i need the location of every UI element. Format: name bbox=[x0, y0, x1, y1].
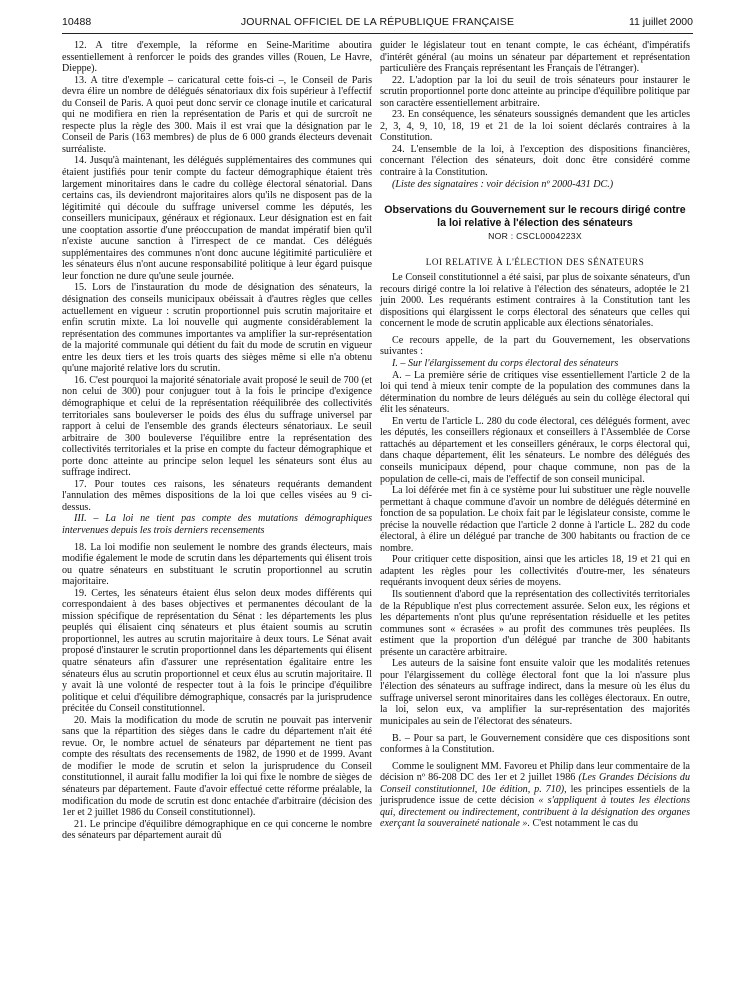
paragraph-a4: Pour critiquer cette disposition, ainsi que les articles 18, 19 et 21 qui en adaptent les règles pour les collectivités d'outre-mer, les sénateurs requérants invoquent deux séries de moyens. bbox=[380, 554, 690, 589]
b2-quote: « s'appliquent à toutes les élections qui, directement ou indirectement, contribuent à la désignation des organes exerçant la souveraineté nationale ». bbox=[380, 795, 691, 830]
paragraph-b1: B. – Pour sa part, le Gouvernement considère que ces dispositions sont conformes à la Constitution. bbox=[380, 732, 690, 756]
paragraph-14: 14. Jusqu'à maintenant, les délégués supplémentaires des communes qui étaient justifiés pour tenir compte du facteur démographique étaient très largement minoritaires dans le cadre du collège électoral sénatorial. Dans certains cas, ils deviendront majoritaires alors qu'ils ne disposent pas de la légitimité qui découle du suffrage universel comme les députés, les conseillers municipaux, généraux et régionaux. Leur désignation est en fait une cooptation assortie d'une préoccupation de mandat impératif bien qu'il n'existe aucune sanction à l'irrespect de ce mandat. Ces délégués supplémentaires des communes n'ont donc aucune légitimité particulière et les sénateurs élus n'ont aucune responsabilité politique à leur égard puisque leur fonction ne dure qu'une seule journée. bbox=[62, 155, 372, 282]
paragraph-20: 20. Mais la modification du mode de scrutin ne pouvait pas intervenir sans que la répartition des sièges dans le cadre du département n'ait été revue. Or, le nombre actuel de sénateurs par département ne tient pas compte des résultats des recensements de 1982, de 1990 et de 1999. Avant de modifier le mode de scrutin et selon la jurisprudence du Conseil constitutionnel, il aurait fallu modifier la loi qui fixe le nombre de sièges de sénateurs par département. Faute d'avoir effectué cette réforme préalable, la modification du mode de scrutin est donc entachée d'arbitraire (décision des 1er et 2 juillet 1986 du Conseil constitutionnel). bbox=[62, 714, 372, 819]
page-number: 10488 bbox=[62, 16, 92, 28]
signatories-note: (Liste des signataires : voir décision nº 2000-431 DC.) bbox=[392, 178, 614, 190]
paragraph-a5: Ils soutiennent d'abord que la représentation des collectivités territoriales de la République n'est plus correctement assurée. Selon eux, les régions et les départements n'ont plus qu'une représentation résiduelle et les petites communes sont « écrasées » au profit des communes très peuplées. Ils estiment que la proportion d'un délégué par tranche de 300 habitants présente un caractère arbitraire. bbox=[380, 588, 690, 658]
part-i-heading: I. – Sur l'élargissement du corps électoral des sénateurs bbox=[392, 358, 619, 370]
paragraph-13: 13. A titre d'exemple – caricatural cette fois-ci –, le Conseil de Paris devra élire un nombre de délégués sénatoriaux dix fois supérieur à l'effectif du Conseil de Paris. A quoi peut donc servir ce clonage inutile et caricatural qui ne modifiera en rien la représentation de Paris et qui de surcroît ne respecte plus la règle des 300. Mais il est vrai que la désignation par le Conseil de Paris (163 membres) de plus de 6 000 grands électeurs devenait surréaliste. bbox=[62, 74, 372, 155]
paragraph-22: 22. L'adoption par la loi du seuil de trois sénateurs pour instaurer le scrutin proportionnel porte donc atteinte au principe d'équilibre politique par son caractère essentiellement arbitraire. bbox=[380, 74, 690, 109]
right-column bbox=[380, 40, 690, 830]
section-iii-heading: III. – La loi ne tient pas compte des mutations démographiques intervenues depuis les trois derniers recensements bbox=[62, 513, 372, 536]
paragraph-21: 21. Le principe d'équilibre démographique en ce qui concerne le nombre des sénateurs par département aurait dû bbox=[62, 818, 372, 842]
paragraph-12: 12. A titre d'exemple, la réforme en Seine-Maritime aboutira essentiellement à renforcer le poids des grandes villes (Rouen, Le Havre, Dieppe). bbox=[62, 40, 372, 75]
intro-paragraph-1: Le Conseil constitutionnel a été saisi, par plus de soixante sénateurs, d'un recours dirigé contre la loi relative à l'élection des sénateurs, adoptée le 21 juin 2000. Les requérants estiment contraires à la Constitution tant les dispositions qui élargissent le corps électoral des sénateurs que celles qui concernent le mode de scrutin applicable aux élections sénatoriales. bbox=[380, 272, 690, 330]
paragraph-19: 19. Certes, les sénateurs étaient élus selon deux modes différents qui correspondaient à des bases objectives et permanentes découlant de la mission spécifique de représentation du Sénat : les départements les plus peuplés qui élisaient cinq sénateurs et plus étaient soumis au scrutin proportionnel, les autres au scrutin majoritaire à deux tours. Le Sénat avait proposé d'instaurer le scrutin proportionnel dans les départements qui élisent quatre sénateurs afin d'assurer une représentation égalitaire entre les sénateurs élus au scrutin proportionnel et ceux élus au scrutin majoritaire. Il y avait là une volonté de respecter tout à la fois le principe d'équilibre politique et celui d'équilibre démographique, consacrés par la jurisprudence précitée du Conseil constitutionnel. bbox=[62, 587, 372, 715]
paragraph-16: 16. C'est pourquoi la majorité sénatoriale avait proposé le seuil de 700 (et non celui de 300) pour conjuguer tout à la fois le principe d'exigence démographique et celui de la représentation rééquilibrée des collectivités territoriales sans bouleverser le poids des élus du suffrage universel par rapport à celui de l'ensemble des grands électeurs sénatoriaux. Le seuil arbitraire de 300 bouleverse l'équilibre entre la représentation des collectivités territoriales et la prise en compte du facteur démographique et porte donc atteinte au principe selon lequel les sénateurs sont élus au suffrage indirect. bbox=[62, 374, 372, 479]
paragraph-24: 24. L'ensemble de la loi, à l'exception des dispositions financières, concernant l'élection des sénateurs, doit donc être considéré comme contraire à la Constitution. bbox=[380, 143, 690, 179]
b2-text-e: C'est notamment le cas du bbox=[532, 818, 639, 830]
b2-citation: (Les Grandes Décisions du Conseil constitutionnel, 10e édition, p. 710), bbox=[380, 772, 691, 795]
b2-text-c: les principes essentiels de la jurisprudence issue de cette décision bbox=[380, 783, 690, 807]
observations-title: Observations du Gouvernement sur le recours dirigé contre la loi relative à l'élection des sénateurs bbox=[384, 204, 686, 229]
paragraph-15: 15. Lors de l'instauration du mode de désignation des sénateurs, la désignation des conseils municipaux obéissait à d'autres règles que celles actuellement en vigueur : scrutin proportionnel puis scrutin majoritaire et enfin scrutin mixte. La loi nouvelle qui augmente considérablement la représentation des communes importantes va amplifier la sur-représentation de la majorité communale qui détient du fait du mode de scrutin en vigueur entre les deux tiers et les trois quarts des sièges même si elle n'a obtenu qu'une majorité relative lors du scrutin. bbox=[62, 282, 372, 375]
paragraph-21-continued: guider le législateur tout en tenant compte, le cas échéant, d'impératifs d'intérêt général (au moins un sénateur par département et représentation particulière des Français représentant les Français de l'étranger). bbox=[380, 40, 690, 75]
issue-date: 11 juillet 2000 bbox=[628, 16, 693, 28]
journal-title: JOURNAL OFFICIEL DE LA RÉPUBLIQUE FRANÇAISE bbox=[240, 16, 515, 28]
paragraph-a6: Les auteurs de la saisine font ensuite valoir que les modalités retenues pour l'élargissement du collège électoral font que la loi n'assure plus l'élection des sénateurs au suffrage indirect, dans la mesure où les élus du suffrage universel seront minoritaires dans les collèges électoraux. En outre, la loi, selon eux, va amplifier la sur-représentation des majorités municipales au sein de l'électorat des sénateurs. bbox=[380, 658, 690, 727]
paragraph-b2 bbox=[380, 761, 690, 830]
intro-paragraph-2: Ce recours appelle, de la part du Gouvernement, les observations suivantes : bbox=[380, 334, 690, 358]
paragraph-a1: A. – La première série de critiques vise essentiellement l'article 2 de la loi qui tend à mieux tenir compte de la population des communes dans la détermination du nombre de leurs délégués au sein du collège électoral qui élit les sénateurs. bbox=[380, 369, 690, 416]
paragraph-a2: En vertu de l'article L. 280 du code électoral, ces délégués forment, avec les députés, les conseillers régionaux et conseillers à l'Assemblée de Corse rattachés au département et les conseillers généraux, le corps électoral qui, dans chaque département, élit les sénateurs. Le nombre des délégués des conseils municipaux dépend, pour chaque commune, non pas de la population de celle-ci, mais de l'effectif de son conseil municipal. bbox=[380, 415, 690, 485]
paragraph-a3: La loi déférée met fin à ce système pour lui substituer une règle nouvelle permettant à chaque commune d'avoir un nombre de délégués déterminé en fonction de sa population. Le choix fait par le législateur consiste, comme le précise la nouvelle rédaction que l'article 2 donne à l'article L. 282 du code électoral, à élire un délégué par tranche de 300 habitants ou fraction de ce nombre. bbox=[380, 485, 690, 554]
header-rule bbox=[62, 33, 693, 34]
law-title: LOI RELATIVE À L'ÉLECTION DES SÉNATEURS bbox=[425, 256, 645, 267]
paragraph-17: 17. Pour toutes ces raisons, les sénateurs requérants demandent l'annulation des mêmes dispositions de la loi que celles visées au 9 ci-dessus. bbox=[62, 478, 372, 513]
nor-reference: NOR : CSCL0004223X bbox=[488, 231, 582, 242]
page-header bbox=[62, 16, 693, 32]
b2-text-a: Comme le soulignent MM. Favoreu et Philip dans leur commentaire de la décision nº 86-208 DC des 1er et 2 juillet 1986 bbox=[380, 760, 690, 784]
paragraph-18: 18. La loi modifie non seulement le nombre des grands électeurs, mais modifie également le mode de scrutin dans les départements qui élisent trois ou quatre sénateurs en substituant le scrutin proportionnel au scrutin majoritaire. bbox=[62, 541, 372, 588]
left-column bbox=[62, 40, 372, 842]
paragraph-23: 23. En conséquence, les sénateurs soussignés demandent que les articles 2, 3, 4, 9, 10, 18, 19 et 21 de la loi soient déclarés contraires à la Constitution. bbox=[380, 109, 690, 144]
